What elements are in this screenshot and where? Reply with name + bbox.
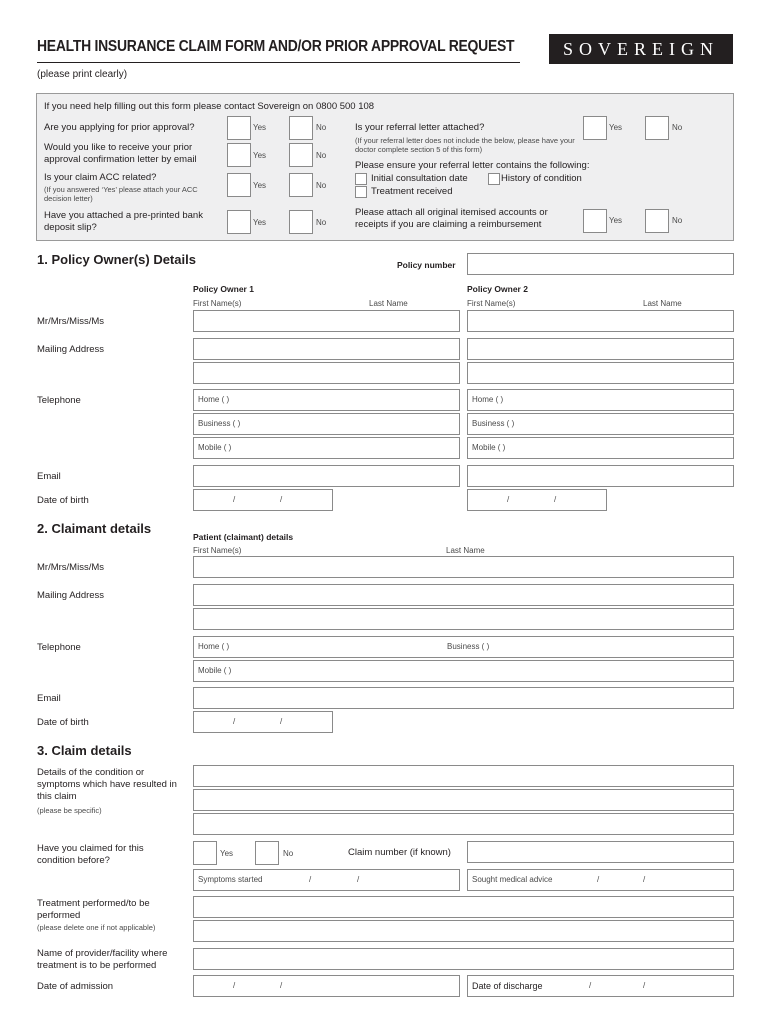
owner2-business-phone[interactable]: [467, 413, 734, 435]
dob-label: Date of birth: [37, 495, 89, 506]
condition-details-line2[interactable]: [193, 789, 734, 811]
first-name-label: First Name(s): [193, 546, 242, 555]
owner2-home-phone[interactable]: [467, 389, 734, 411]
initial-consultation-checkbox[interactable]: [355, 173, 367, 185]
form-subtitle: (please print clearly): [37, 69, 128, 80]
title-underline: [37, 62, 520, 63]
date-separator: /: [357, 875, 360, 884]
treatment-note: (please delete one if not applicable): [37, 923, 156, 932]
section-2-title: 2. Claimant details: [37, 521, 152, 536]
accounts-yes-checkbox[interactable]: [583, 209, 607, 233]
condition-details-line3[interactable]: [193, 813, 734, 835]
symptoms-started-label: Symptoms started: [198, 875, 263, 884]
sought-advice-label: Sought medical advice: [472, 875, 553, 884]
policy-number-label: Policy number: [397, 260, 456, 270]
sought-advice-input[interactable]: [467, 869, 734, 891]
yes-label: Yes: [253, 123, 267, 132]
mailing-address-label: Mailing Address: [37, 590, 105, 601]
date-separator: /: [597, 875, 600, 884]
claimant-phone-input[interactable]: [193, 636, 734, 658]
condition-details-line1[interactable]: [193, 765, 734, 787]
yes-label: Yes: [609, 123, 623, 132]
q-referral-attached: Is your referral letter attached?: [355, 122, 485, 133]
acc-no-checkbox[interactable]: [289, 173, 313, 197]
q-email-confirmation: Would you like to receive your prior approval confirmation letter by email: [44, 142, 197, 165]
business-phone-prefix: Business ( ): [472, 419, 515, 428]
policy-number-input[interactable]: [467, 253, 734, 275]
mobile-phone-prefix: Mobile ( ): [472, 443, 506, 452]
owner2-name-input[interactable]: [467, 310, 734, 332]
discharge-date-input[interactable]: [467, 975, 734, 997]
symptoms-started-input[interactable]: [193, 869, 460, 891]
patient-details-label: Patient (claimant) details: [193, 532, 294, 542]
mobile-phone-prefix: Mobile ( ): [198, 666, 232, 675]
sovereign-logo: SOVEREIGN: [549, 34, 733, 64]
owner1-mobile-phone[interactable]: [193, 437, 460, 459]
date-separator: /: [554, 495, 557, 504]
title-label: Mr/Mrs/Miss/Ms: [37, 316, 105, 327]
owner2-address-line1[interactable]: [467, 338, 734, 360]
treatment-line2[interactable]: [193, 920, 734, 942]
owner2-dob-input[interactable]: [467, 489, 607, 511]
prior-approval-no-checkbox[interactable]: [289, 116, 313, 140]
no-label: No: [672, 216, 683, 225]
treatment-received-label: Treatment received: [371, 186, 453, 197]
email-confirmation-no-checkbox[interactable]: [289, 143, 313, 167]
no-label: No: [316, 181, 327, 190]
date-separator: /: [280, 495, 283, 504]
section-1-title: 1. Policy Owner(s) Details: [37, 252, 196, 267]
email-label: Email: [37, 693, 61, 704]
claim-number-label: Claim number (if known): [348, 847, 451, 858]
condition-details-label: Details of the condition or symptoms which have resulted in this claim: [37, 767, 177, 802]
owner2-email-input[interactable]: [467, 465, 734, 487]
owner1-name-input[interactable]: [193, 310, 460, 332]
yes-label: Yes: [609, 216, 623, 225]
yes-label: Yes: [253, 181, 267, 190]
claimant-address-line1[interactable]: [193, 584, 734, 606]
dob-label: Date of birth: [37, 717, 89, 728]
accounts-no-checkbox[interactable]: [645, 209, 669, 233]
owner2-mobile-phone[interactable]: [467, 437, 734, 459]
email-label: Email: [37, 471, 61, 482]
date-separator: /: [589, 981, 592, 990]
date-separator: /: [507, 495, 510, 504]
referral-note: (If your referral letter does not include the below, please have your doctor complete section 5 of this form): [355, 136, 575, 154]
first-name-label: First Name(s): [193, 299, 242, 308]
claimant-dob-input[interactable]: [193, 711, 333, 733]
policy-owner-1-label: Policy Owner 1: [193, 284, 254, 294]
yes-label: Yes: [253, 218, 267, 227]
mobile-phone-prefix: Mobile ( ): [198, 443, 232, 452]
q-deposit-slip: Have you attached a pre-printed bank deposit slip?: [44, 210, 203, 233]
claimed-before-label: Have you claimed for this condition before?: [37, 843, 144, 866]
provider-label: Name of provider/facility where treatment is to be performed: [37, 948, 168, 971]
referral-no-checkbox[interactable]: [645, 116, 669, 140]
last-name-label: Last Name: [643, 299, 682, 308]
home-phone-prefix: Home ( ): [472, 395, 504, 404]
no-label: No: [283, 849, 294, 858]
initial-consultation-label: Initial consultation date: [371, 173, 468, 184]
deposit-slip-no-checkbox[interactable]: [289, 210, 313, 234]
q-prior-approval: Are you applying for prior approval?: [44, 122, 195, 133]
telephone-label: Telephone: [37, 395, 81, 406]
date-separator: /: [643, 875, 646, 884]
attach-accounts-text: Please attach all original itemised accounts or receipts if you are claiming a reimbursement: [355, 207, 548, 230]
date-separator: /: [233, 495, 236, 504]
claimant-mobile-input[interactable]: [193, 660, 734, 682]
no-label: No: [316, 123, 327, 132]
last-name-label: Last Name: [369, 299, 408, 308]
condition-details-note: (please be specific): [37, 806, 102, 815]
email-confirmation-yes-checkbox[interactable]: [227, 143, 251, 167]
telephone-label: Telephone: [37, 642, 81, 653]
business-phone-prefix: Business ( ): [198, 419, 241, 428]
claimant-name-input[interactable]: [193, 556, 734, 578]
date-separator: /: [309, 875, 312, 884]
referral-yes-checkbox[interactable]: [583, 116, 607, 140]
provider-input[interactable]: [193, 948, 734, 970]
yes-label: Yes: [253, 151, 267, 160]
owner1-business-phone[interactable]: [193, 413, 460, 435]
date-separator: /: [280, 717, 283, 726]
treatment-received-checkbox[interactable]: [355, 186, 367, 198]
owner1-home-phone[interactable]: [193, 389, 460, 411]
claimed-before-no-checkbox[interactable]: [255, 841, 279, 865]
owner1-dob-input[interactable]: [193, 489, 333, 511]
prior-approval-yes-checkbox[interactable]: [227, 116, 251, 140]
treatment-line1[interactable]: [193, 896, 734, 918]
owner1-email-input[interactable]: [193, 465, 460, 487]
home-phone-prefix: Home ( ): [198, 395, 230, 404]
no-label: No: [316, 218, 327, 227]
mailing-address-label: Mailing Address: [37, 344, 105, 355]
treatment-label: Treatment performed/to be performed: [37, 898, 150, 921]
admission-date-input[interactable]: [193, 975, 460, 997]
title-label: Mr/Mrs/Miss/Ms: [37, 562, 105, 573]
acc-note: (If you answered ‘Yes’ please attach your ACC decision letter): [44, 185, 198, 203]
acc-yes-checkbox[interactable]: [227, 173, 251, 197]
claimant-address-line2[interactable]: [193, 608, 734, 630]
claim-number-input[interactable]: [467, 841, 734, 863]
claimed-before-yes-checkbox[interactable]: [193, 841, 217, 865]
section-3-title: 3. Claim details: [37, 743, 132, 758]
discharge-label: Date of discharge: [472, 981, 543, 991]
help-text: If you need help filling out this form please contact Sovereign on 0800 500 108: [44, 101, 375, 112]
date-separator: /: [233, 717, 236, 726]
first-name-label: First Name(s): [467, 299, 516, 308]
history-condition-checkbox[interactable]: [488, 173, 500, 185]
owner1-address-line1[interactable]: [193, 338, 460, 360]
deposit-slip-yes-checkbox[interactable]: [227, 210, 251, 234]
date-separator: /: [280, 981, 283, 990]
yes-label: Yes: [220, 849, 234, 858]
referral-contents-text: Please ensure your referral letter contains the following:: [355, 160, 590, 171]
no-label: No: [316, 151, 327, 160]
owner1-address-line2[interactable]: [193, 362, 460, 384]
q-acc-related: Is your claim ACC related?: [44, 172, 157, 183]
date-separator: /: [643, 981, 646, 990]
date-separator: /: [233, 981, 236, 990]
last-name-label: Last Name: [446, 546, 485, 555]
home-phone-prefix: Home ( ): [198, 642, 230, 651]
policy-owner-2-label: Policy Owner 2: [467, 284, 528, 294]
history-condition-label: History of condition: [501, 173, 582, 184]
form-title: HEALTH INSURANCE CLAIM FORM AND/OR PRIOR APPROVAL REQUEST: [37, 38, 515, 55]
no-label: No: [672, 123, 683, 132]
owner2-address-line2[interactable]: [467, 362, 734, 384]
admission-label: Date of admission: [37, 981, 114, 992]
business-phone-prefix: Business ( ): [447, 642, 490, 651]
claimant-email-input[interactable]: [193, 687, 734, 709]
